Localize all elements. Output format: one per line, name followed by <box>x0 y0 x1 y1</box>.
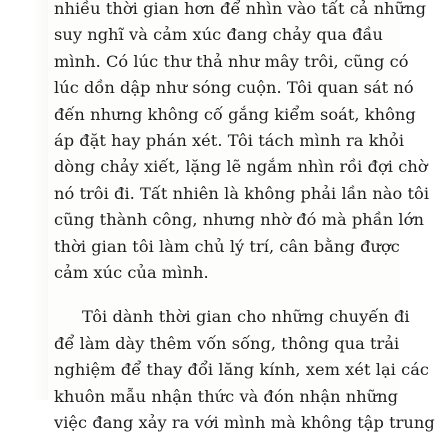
text-line: cũng thành công, nhưng nhờ đó mà phần lớn <box>54 210 424 230</box>
text-line: để làm dày thêm vốn sống, thông qua trải <box>54 333 400 353</box>
text-line: Tôi dành thời gian cho những chuyến đi <box>82 307 410 327</box>
text-line: nghiệm để thay đổi lăng kính, xem xét lại các <box>54 360 430 380</box>
text-line: nó trôi đi. Tất nhiên là không phải lần nào tôi <box>54 183 430 203</box>
text-line: dòng chảy xiết, lặng lẽ ngắm nhìn rồi đợi chờ <box>54 157 428 177</box>
text-line: áp đặt hay phán xét. Tôi tách mình ra khỏi <box>54 131 405 151</box>
text-line: mình. Có lúc thư thả như mây trôi, cũng có <box>54 51 409 71</box>
text-line: suy nghĩ và cảm xúc đang chảy qua đầu <box>54 25 383 45</box>
text-line: khuôn mẫu nhận thức và đón nhận những <box>54 386 399 406</box>
text-line: đến nhưng không cố gắng kiểm soát, không <box>54 104 416 124</box>
body-text <box>54 0 435 437</box>
page-gutter <box>0 0 48 400</box>
paragraph-1 <box>54 0 430 286</box>
text-line: nhiều thời gian hơn để nhìn vào tất cả những <box>54 0 427 18</box>
text-line: cảm xúc của mình. <box>54 263 209 283</box>
text-line: lúc dồn dập như sóng cuộn. Tôi quan sát nó <box>54 78 414 98</box>
text-line: việc đang xảy ra với mình mà không tập trung <box>54 413 435 433</box>
paragraph-2 <box>54 304 435 436</box>
text-line: thời gian tôi làm chủ lý trí, cân bằng được <box>54 236 400 256</box>
